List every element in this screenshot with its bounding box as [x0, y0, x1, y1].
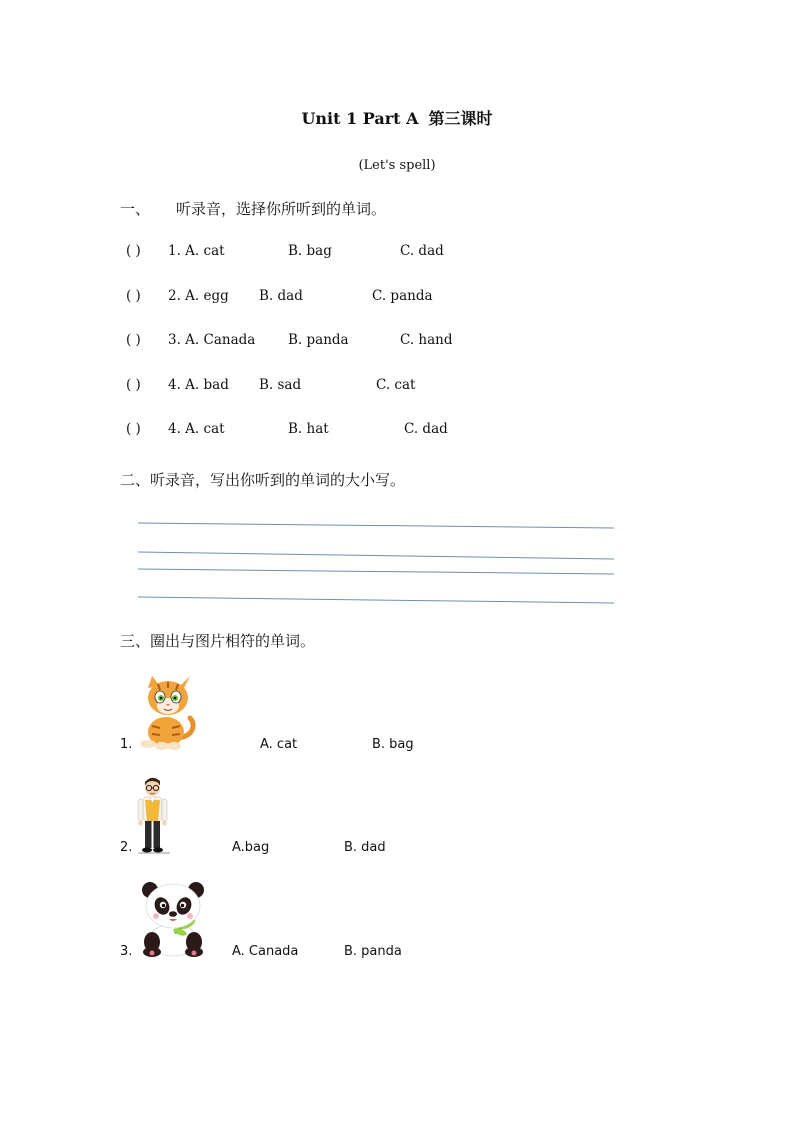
panda-picture: [138, 880, 208, 958]
choice-b[interactable]: B. dad: [344, 840, 386, 855]
answer-paren[interactable]: ( ): [126, 288, 141, 304]
option-a: 4. A. bad: [168, 377, 229, 393]
choice-b[interactable]: B. bag: [372, 737, 414, 752]
section1-number: 一、: [120, 200, 151, 218]
choice-a[interactable]: A.bag: [232, 840, 270, 855]
writing-line-4: [138, 597, 614, 603]
answer-paren[interactable]: ( ): [126, 243, 141, 259]
option-b: B. panda: [288, 332, 349, 348]
option-c: C. panda: [372, 288, 433, 304]
option-c: C. cat: [376, 377, 416, 393]
item-number: 1.: [120, 737, 133, 752]
choice-b[interactable]: B. panda: [344, 944, 402, 959]
section1-title: 听录音，选择你所听到的单词。: [176, 200, 387, 218]
choice-a[interactable]: A. cat: [260, 737, 298, 752]
writing-line-2: [138, 552, 614, 559]
item-number: 2.: [120, 840, 133, 855]
title-chinese: 第三课时: [428, 109, 493, 128]
choice-a[interactable]: A. Canada: [232, 944, 299, 959]
writing-line-1: [138, 523, 614, 528]
section2-heading: 二、听录音，写出你听到的单词的大小写。: [120, 471, 406, 489]
page-subtitle: (Let's spell): [358, 158, 436, 173]
cat-picture: [134, 676, 198, 750]
option-a: 1. A. cat: [168, 243, 225, 259]
option-b: B. dad: [259, 288, 303, 304]
option-c: C. hand: [400, 332, 453, 348]
answer-paren[interactable]: ( ): [126, 421, 141, 437]
option-b: B. bag: [288, 243, 332, 259]
option-b: B. sad: [259, 377, 302, 393]
option-c: C. dad: [400, 243, 444, 259]
section1-heading: [120, 198, 387, 219]
option-a: 3. A. Canada: [168, 332, 256, 348]
title-english: Unit 1 Part A: [301, 109, 419, 128]
section3-heading: 三、圈出与图片相符的单词。: [120, 632, 316, 650]
writing-lines[interactable]: [138, 515, 618, 615]
answer-paren[interactable]: ( ): [126, 377, 141, 393]
page-title: [0, 106, 794, 129]
option-a: 4. A. cat: [168, 421, 225, 437]
option-c: C. dad: [404, 421, 448, 437]
option-b: B. hat: [288, 421, 329, 437]
answer-paren[interactable]: ( ): [126, 332, 141, 348]
writing-line-3: [138, 569, 614, 574]
item-number: 3.: [120, 944, 133, 959]
option-a: 2. A. egg: [168, 288, 229, 304]
man-picture: [136, 774, 172, 854]
